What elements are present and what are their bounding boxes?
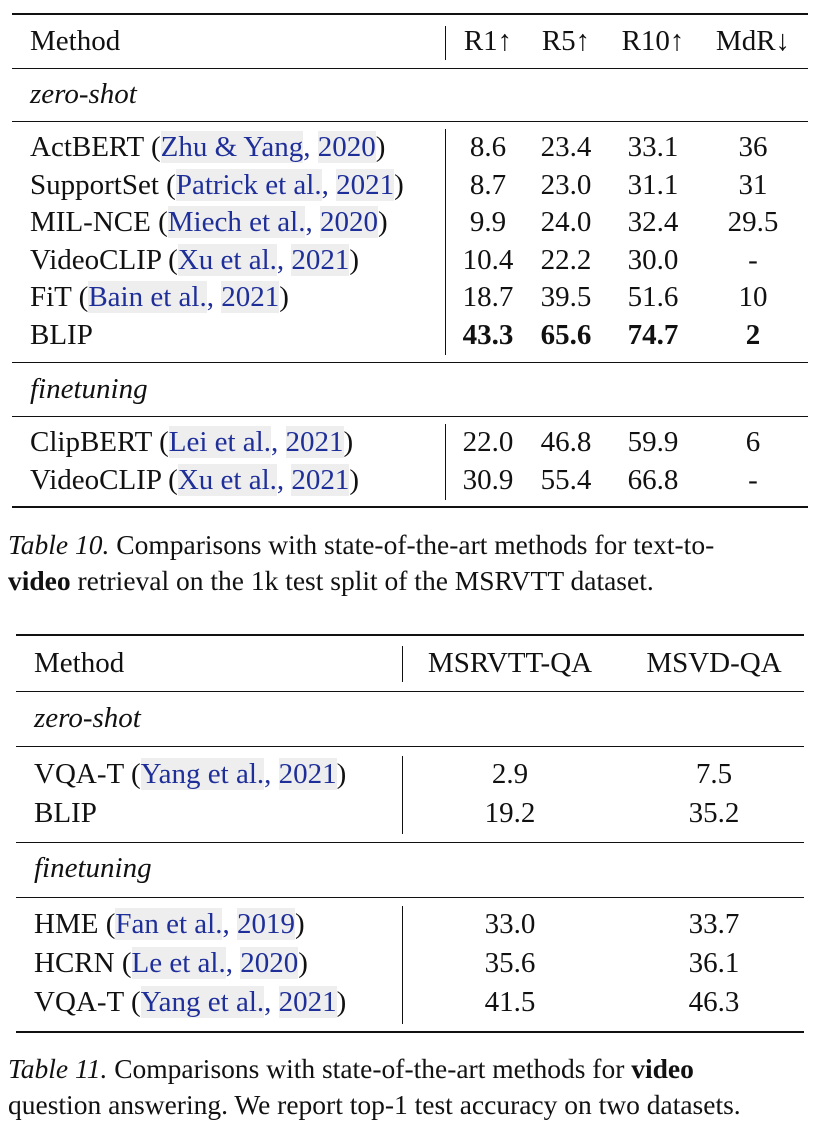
table11-section-finetuning: finetuning xyxy=(34,852,152,884)
cell-r10: 66.8 xyxy=(627,463,679,496)
citation-author: Zhu & Yang xyxy=(160,131,304,163)
table10-caption-label: Table 10. xyxy=(8,529,110,560)
cell-r10: 31.1 xyxy=(627,168,679,201)
cell-r5: 22.2 xyxy=(540,243,592,276)
citation-link[interactable]: Lei et al., 2021 xyxy=(168,426,344,458)
cell-mdr: 36 xyxy=(738,131,768,163)
citation-author: Miech et al. xyxy=(167,206,306,239)
table10-header-r1: R1↑ xyxy=(463,25,513,57)
citation-author: Fan et al. xyxy=(115,908,223,940)
method-name: SupportSet xyxy=(30,168,159,201)
cell-r1: 18.7 xyxy=(462,281,514,314)
cell-mdr: 2 xyxy=(745,319,761,351)
cell-msvd: 46.3 xyxy=(688,986,740,1018)
table10-header-divider xyxy=(445,26,446,60)
table11-zero-shot-rule xyxy=(16,746,804,747)
cell-r1: 30.9 xyxy=(462,463,514,496)
citation-link[interactable]: Bain et al., 2021 xyxy=(88,281,280,314)
table11-finetuning-section-rule xyxy=(16,842,804,843)
cell-msvd: 35.2 xyxy=(688,797,740,829)
table10-zero-shot-divider xyxy=(445,129,446,355)
table10-zero-shot-rule xyxy=(12,121,808,122)
cell-r10: 59.9 xyxy=(627,426,679,458)
citation-year: 2019 xyxy=(236,908,295,940)
method-name: VQA-T xyxy=(34,758,124,790)
citation-year: 2021 xyxy=(336,168,395,201)
table11-header-method: Method xyxy=(34,647,125,679)
method-cell xyxy=(34,795,97,831)
cell-msvd: 7.5 xyxy=(695,758,733,790)
table11-caption-label: Table 11. xyxy=(8,1053,108,1084)
table11-bottom-rule xyxy=(16,1031,804,1033)
table10-caption-text-2: retrieval on the 1k test split of the MSRVTT dataset. xyxy=(70,565,654,596)
table11-header-rule xyxy=(16,691,804,692)
table10-caption xyxy=(8,527,826,599)
table10-section-finetuning: finetuning xyxy=(30,373,148,405)
method-name: VideoCLIP xyxy=(30,463,161,496)
citation-link[interactable]: Xu et al., 2021 xyxy=(177,463,350,496)
cell-mdr: 10 xyxy=(738,281,768,314)
method-cell: VQA-T (Yang et al., 2021) xyxy=(34,758,347,790)
citation-author: Xu et al. xyxy=(177,463,277,496)
citation-year: 2020 xyxy=(240,947,299,979)
citation-link[interactable]: Zhu & Yang, 2020 xyxy=(160,131,376,163)
citation-link[interactable]: Le et al., 2020 xyxy=(131,947,299,979)
table10-header-r5: R5↑ xyxy=(541,25,591,57)
cell-r1: 43.3 xyxy=(462,319,514,351)
method-cell xyxy=(30,317,93,353)
method-cell: VQA-T (Yang et al., 2021) xyxy=(34,986,347,1018)
table11-caption-text-1: Comparisons with state-of-the-art methods for xyxy=(107,1053,632,1084)
citation-link[interactable]: Fan et al., 2019 xyxy=(115,908,295,940)
cell-mdr: 6 xyxy=(745,426,761,458)
table11-header-divider xyxy=(402,646,403,682)
cell-r10: 30.0 xyxy=(627,243,679,276)
cell-r1: 8.6 xyxy=(469,131,507,163)
method-name: VideoCLIP xyxy=(30,243,161,276)
table11-caption-bold: video xyxy=(631,1053,694,1084)
cell-r1: 10.4 xyxy=(462,243,514,276)
table11-section-zero-shot: zero-shot xyxy=(34,702,141,734)
table10-top-rule xyxy=(12,13,808,15)
cell-msrvtt: 41.5 xyxy=(484,986,536,1018)
cell-r1: 22.0 xyxy=(462,426,514,458)
cell-r5: 23.4 xyxy=(540,131,592,163)
cell-r10: 32.4 xyxy=(627,206,679,239)
table10-header-mdr: MdR↓ xyxy=(715,25,791,57)
method-cell: ActBERT (Zhu & Yang, 2020) xyxy=(30,131,386,163)
method-name: ClipBERT xyxy=(30,426,152,458)
table10-finetuning-section-rule xyxy=(12,362,808,363)
citation-year: 2021 xyxy=(278,986,337,1018)
table11-finetuning-rule xyxy=(16,897,804,898)
citation-link[interactable]: Patrick et al., 2021 xyxy=(175,168,395,201)
table11-finetuning-divider xyxy=(402,906,403,1024)
table11-top-rule xyxy=(16,634,804,636)
cell-r5: 23.0 xyxy=(540,168,592,201)
cell-msrvtt: 33.0 xyxy=(484,908,536,940)
method-cell: SupportSet (Patrick et al., 2021) xyxy=(30,168,404,201)
cell-r1: 8.7 xyxy=(469,168,507,201)
method-cell: VideoCLIP (Xu et al., 2021) xyxy=(30,463,360,496)
citation-author: Xu et al. xyxy=(177,243,277,276)
method-name: BLIP xyxy=(30,319,93,351)
citation-year: 2021 xyxy=(291,463,350,496)
table10-finetuning-rule xyxy=(12,416,808,417)
citation-author: Yang et al. xyxy=(140,758,265,790)
method-name: ActBERT xyxy=(30,131,144,163)
table10-bottom-rule xyxy=(12,506,808,508)
cell-msvd: 33.7 xyxy=(688,908,740,940)
citation-year: 2020 xyxy=(317,131,376,163)
method-name: FiT xyxy=(30,281,72,314)
table10-header-r10: R10↑ xyxy=(621,25,685,57)
method-name: HCRN xyxy=(34,947,115,979)
cell-r5: 46.8 xyxy=(540,426,592,458)
cell-msrvtt: 2.9 xyxy=(491,758,529,790)
citation-year: 2020 xyxy=(319,206,378,239)
cell-r1: 9.9 xyxy=(469,206,507,239)
cell-msrvtt: 35.6 xyxy=(484,947,536,979)
cell-r5: 65.6 xyxy=(540,319,592,351)
cell-mdr: 31 xyxy=(738,168,768,201)
table11-caption xyxy=(8,1051,826,1123)
citation-year: 2021 xyxy=(291,243,350,276)
table11-header-msrvtt: MSRVTT-QA xyxy=(427,647,593,679)
method-name: MIL-NCE xyxy=(30,206,151,239)
method-cell: VideoCLIP (Xu et al., 2021) xyxy=(30,243,360,276)
cell-mdr: - xyxy=(748,463,758,496)
citation-author: Le et al. xyxy=(131,947,226,979)
citation-author: Yang et al. xyxy=(140,986,265,1018)
method-cell: FiT (Bain et al., 2021) xyxy=(30,281,289,314)
cell-r10: 33.1 xyxy=(627,131,679,163)
method-cell: HCRN (Le et al., 2020) xyxy=(34,947,308,979)
cell-r5: 39.5 xyxy=(540,281,592,314)
cell-mdr: 29.5 xyxy=(727,206,779,239)
method-name: VQA-T xyxy=(34,986,124,1018)
citation-year: 2021 xyxy=(285,426,344,458)
cell-mdr: - xyxy=(748,243,758,276)
method-cell: HME (Fan et al., 2019) xyxy=(34,908,305,940)
table10-caption-bold: video xyxy=(8,565,71,596)
citation-link[interactable]: Xu et al., 2021 xyxy=(177,243,350,276)
method-cell: ClipBERT (Lei et al., 2021) xyxy=(30,426,354,458)
table11-zero-shot-divider xyxy=(402,756,403,834)
cell-msvd: 36.1 xyxy=(688,947,740,979)
citation-author: Lei et al. xyxy=(168,426,271,458)
cell-r5: 24.0 xyxy=(540,206,592,239)
table10-caption-text-1: Comparisons with state-of-the-art methods for text-to- xyxy=(109,529,715,560)
citation-author: Patrick et al. xyxy=(175,168,322,201)
citation-year: 2021 xyxy=(221,281,280,314)
cell-r10: 74.7 xyxy=(627,319,679,351)
cell-msrvtt: 19.2 xyxy=(484,797,536,829)
table10-header-method: Method xyxy=(30,25,121,57)
method-name: HME xyxy=(34,908,99,940)
cell-r5: 55.4 xyxy=(540,463,592,496)
table11-header-msvd: MSVD-QA xyxy=(646,647,782,679)
cell-r10: 51.6 xyxy=(627,281,679,314)
citation-year: 2021 xyxy=(278,758,337,790)
method-cell: MIL-NCE (Miech et al., 2020) xyxy=(30,206,388,239)
table10-section-zero-shot: zero-shot xyxy=(30,78,137,110)
table10-finetuning-divider xyxy=(445,424,446,500)
citation-author: Bain et al. xyxy=(88,281,207,314)
citation-link[interactable]: Yang et al., 2021 xyxy=(140,986,337,1018)
table10-header-rule xyxy=(12,68,808,69)
citation-link[interactable]: Yang et al., 2021 xyxy=(140,758,337,790)
method-name: BLIP xyxy=(34,797,97,829)
citation-link[interactable]: Miech et al., 2020 xyxy=(167,206,378,239)
table11-caption-text-2: question answering. We report top-1 test accuracy on two datasets. xyxy=(8,1089,741,1120)
